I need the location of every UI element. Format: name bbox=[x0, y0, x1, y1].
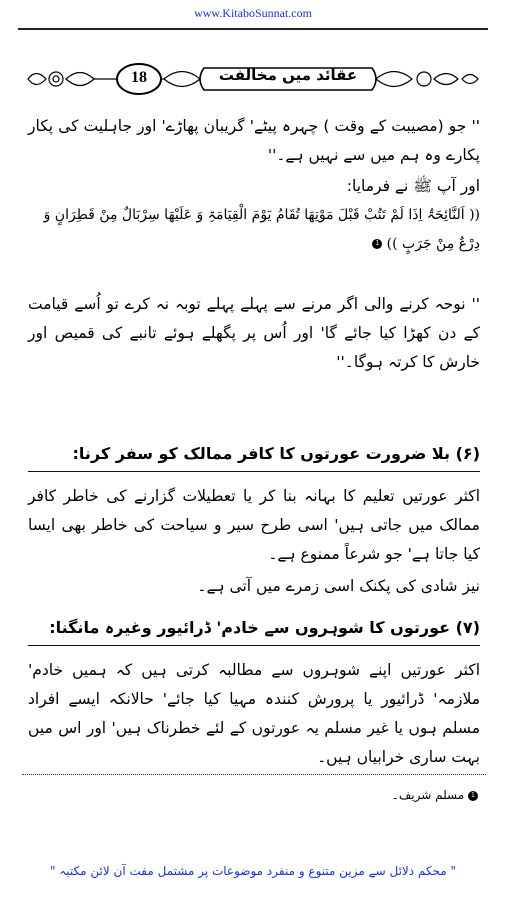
hadith-translation-2: '' نوحہ کرنے والی اگر مرنے سے پہلے پہلے توبہ نہ کرے تو اُسے قیامت کے دن کھڑا کیا جائے گا' اور اُس پر پگھلے ہوئے تانبے کی قمیص اور خارش کا کرتہ ہوگا۔'' bbox=[28, 295, 480, 371]
footnote bbox=[392, 788, 478, 802]
hadith-translation-1: '' جو (مصیبت کے وقت ) چہرہ پیٹے' گریبان پھاڑے' اور جاہلیت کی پکار پکارے وہ ہم میں سے نہیں ہے۔'' bbox=[28, 117, 480, 164]
footnote-text: مسلم شریف۔ bbox=[391, 788, 465, 802]
page-number: 18 bbox=[131, 69, 147, 86]
footnote-marker: 1 bbox=[468, 791, 478, 801]
section-heading-6: (۶) بلا ضرورت عورتوں کا کافر ممالک کو سفر کرنا: bbox=[72, 444, 480, 463]
arabic-hadith-text: (( اَلنَّائِحَۃُ اِذَا لَمْ تَتُبْ قَبْلَ مَوْتِھَا تُقَامُ یَوْمَ الْقِیَامَۃِ وَ عَلَیْھَا سِرْبَالٌ مِنْ قَطِرَانٍ وَ دِرْعٌ مِنْ جَرَبٍ )) bbox=[43, 207, 480, 252]
footnote-divider bbox=[22, 774, 486, 775]
section-7-paragraph-1: اکثر عورتیں اپنے شوہروں سے مطالبہ کرتی ہیں کہ ہمیں خادم' ملازمہ' ڈرائیور یا پرورش کنندہ مہیا کیا جائے' حالانکہ ایسے افراد مسلم ہوں یا غیر مسلم یہ عورتوں کے لئے خطرناک ہیں' اور اس میں بہت ساری خرابیاں ہیں۔ bbox=[28, 661, 480, 766]
running-header bbox=[22, 60, 482, 98]
section-heading-7: (۷) عورتوں کا شوہروں سے خادم' ڈرائیور وغیرہ مانگنا: bbox=[49, 618, 480, 637]
section-heading-7-rule bbox=[28, 645, 480, 646]
footnote-marker: 1 bbox=[372, 239, 382, 249]
top-divider bbox=[18, 28, 488, 30]
section-heading-6-rule bbox=[28, 471, 480, 472]
footer-tagline: " محکم دلائل سے مزین متنوع و منفرد موضوعات پر مشتمل مفت آن لائن مکتبہ " bbox=[49, 864, 457, 878]
narration-intro: اور آپ ﷺ نے فرمایا: bbox=[346, 177, 480, 195]
arabic-hadith bbox=[28, 201, 480, 259]
running-title: عقائد میں مخالفت bbox=[218, 66, 358, 84]
section-6-paragraph-1: اکثر عورتیں تعلیم کا بہانہ بنا کر یا تعطیلات گزارنے کی خاطر کافر ممالک میں جاتی ہیں' اسی طرح سیر و سیاحت کی خاطر بھی ایسا کیا جاتا ہے' جو شرعاً ممنوع ہے۔ bbox=[28, 487, 480, 563]
section-6-paragraph-2: نیز شادی کی پکنک اسی زمرے میں آتی ہے۔ bbox=[197, 577, 480, 595]
site-url[interactable]: www.KitaboSunnat.com bbox=[194, 6, 312, 20]
